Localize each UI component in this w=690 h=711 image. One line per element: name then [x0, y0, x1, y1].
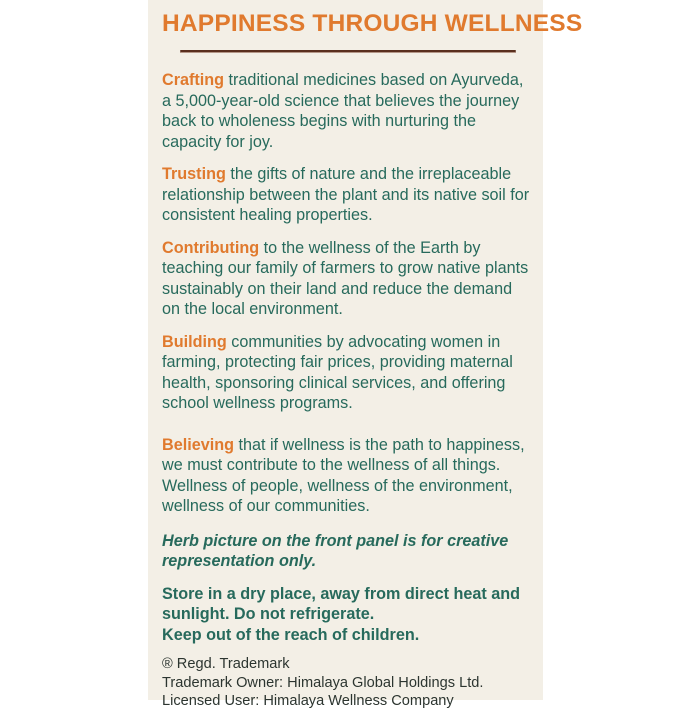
paragraph-text: that if wellness is the path to happiness, we must contribute to the wellness of all things. Wellness of people, wellness of the environment, wellness of our communities. — [162, 435, 525, 515]
paragraph-trusting — [162, 164, 533, 226]
paragraph-crafting — [162, 70, 533, 152]
title-divider — [180, 50, 516, 52]
paragraph-believing — [162, 435, 533, 517]
paragraph-text: the gifts of nature and the irreplaceable relationship between the plant and its native soil for consistent healing properties. — [162, 165, 530, 224]
legal-info — [162, 655, 533, 711]
paragraph-text: communities by advocating women in farming, protecting fair prices, providing maternal health, sponsoring clinical services, and offering school wellness programs. — [162, 332, 513, 412]
paragraph-lead: Believing — [162, 435, 234, 454]
licensed-user-line: Licensed User: Himalaya Wellness Company — [162, 693, 454, 709]
wellness-panel — [148, 0, 583, 709]
paragraph-text: traditional medicines based on Ayurveda, a 5,000-year-old science that believes the journey back to wholeness begins with nurturing the capacity for joy. — [162, 71, 524, 151]
paragraph-lead: Building — [162, 332, 227, 351]
storage-instructions — [162, 584, 533, 646]
paragraph-building — [162, 332, 533, 414]
paragraph-lead: Contributing — [162, 238, 260, 257]
paragraph-text: to the wellness of the Earth by teaching our family of farmers to grow native plants sustainably on their land and reduce the demand on the local environment. — [162, 238, 529, 318]
trademark-owner-line: Trademark Owner: Himalaya Global Holdings Ltd. — [162, 674, 484, 691]
panel-title: HAPPINESS THROUGH WELLNESS — [162, 10, 583, 37]
paragraph-lead: Trusting — [162, 165, 226, 183]
child-safety-line: Keep out of the reach of children. — [162, 625, 420, 644]
storage-line: Store in a dry place, away from direct heat and sunlight. Do not refrigerate. — [162, 584, 521, 623]
paragraph-contributing — [162, 238, 533, 320]
trademark-line: ® Regd. Trademark — [162, 656, 290, 672]
representation-note: Herb picture on the front panel is for creative representation only. — [162, 531, 509, 570]
paragraph-lead: Crafting — [162, 71, 225, 89]
